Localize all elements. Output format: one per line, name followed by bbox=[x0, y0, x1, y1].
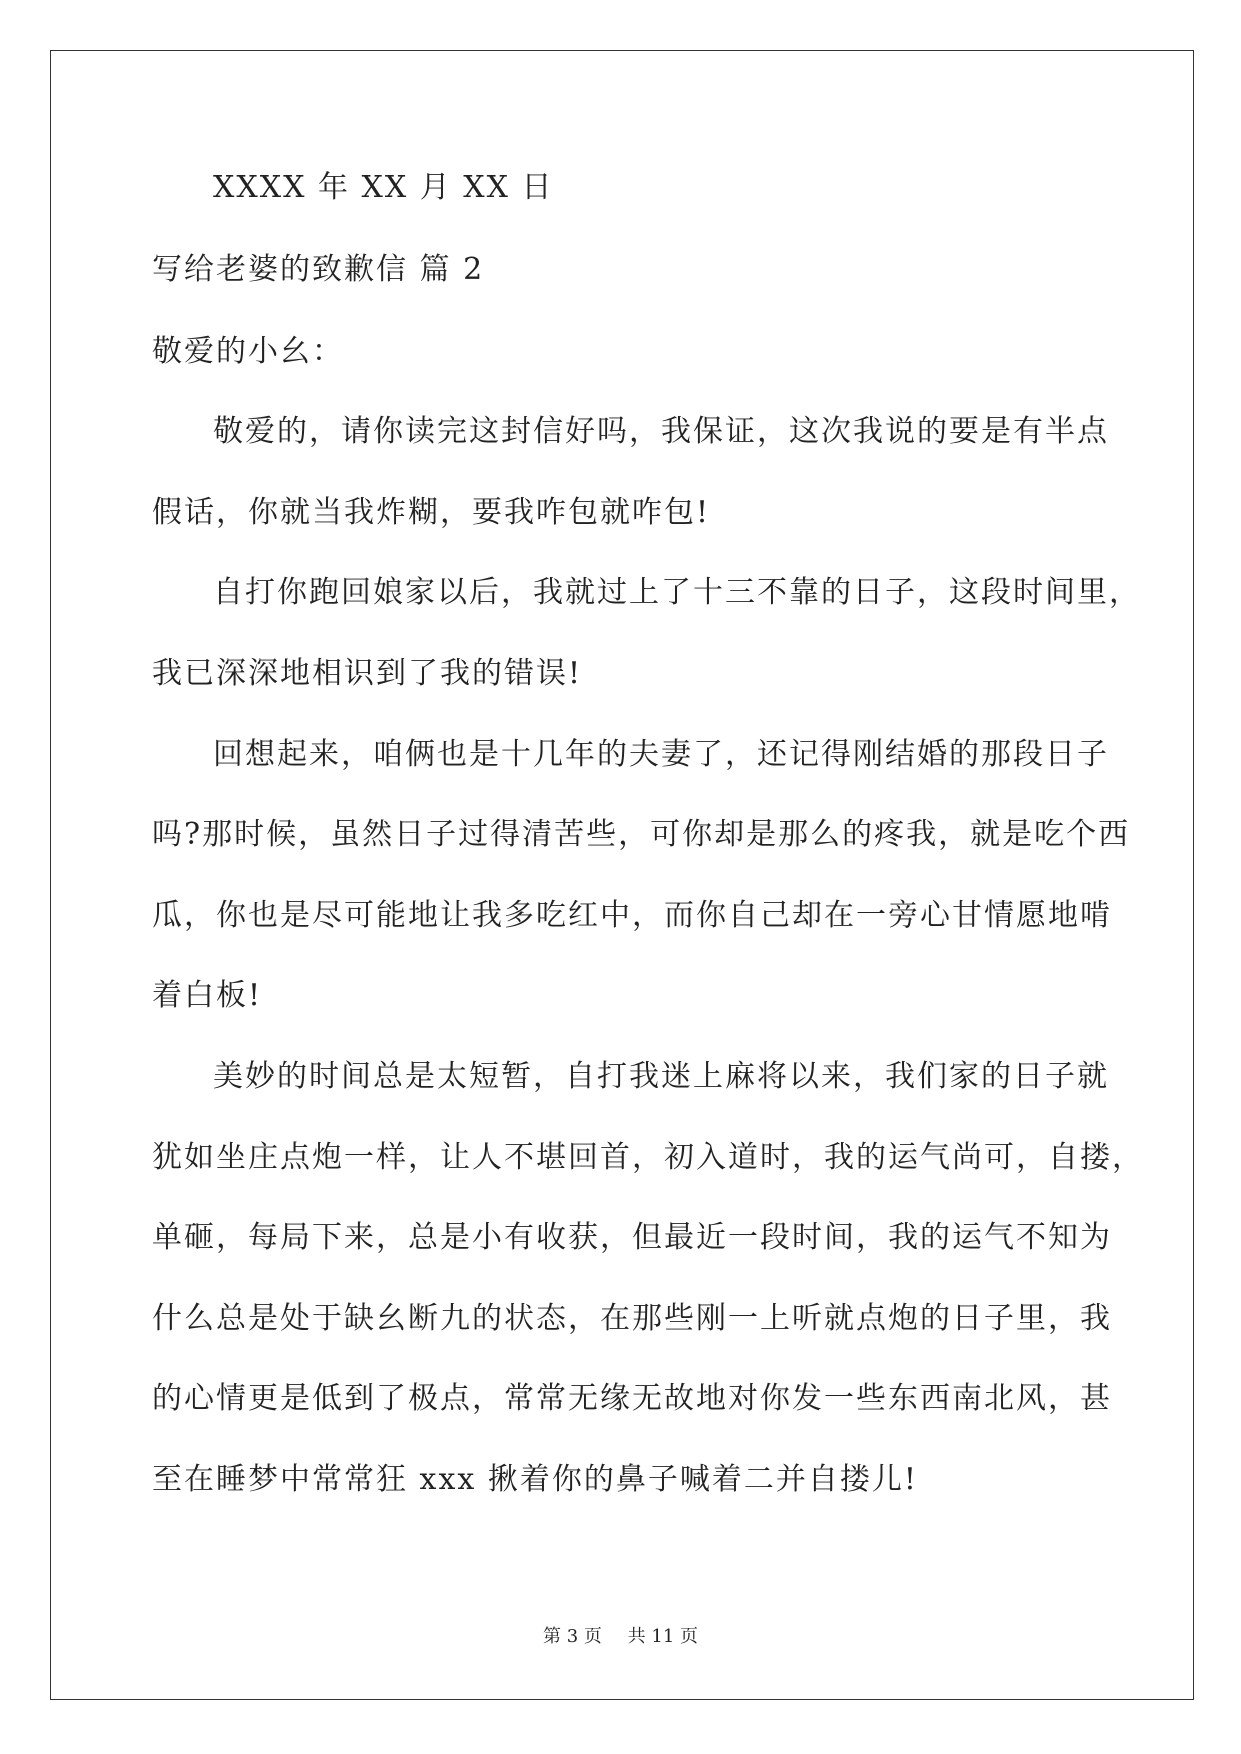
salutation: 敬爱的小幺： bbox=[152, 334, 344, 369]
page-footer bbox=[0, 1625, 1241, 1649]
paragraph-line: 回想起来，咱俩也是十几年的夫妻了，还记得刚结婚的那段日子 bbox=[213, 737, 1109, 772]
paragraph-line: 的心情更是低到了极点，常常无缘无故地对你发一些东西南北风，甚 bbox=[152, 1381, 1112, 1416]
paragraph-line: 美妙的时间总是太短暂，自打我迷上麻将以来，我们家的日子就 bbox=[213, 1059, 1109, 1094]
paragraph-line: 着白板! bbox=[152, 978, 263, 1013]
letter-title: 写给老婆的致歉信 篇 2 bbox=[152, 252, 485, 287]
date-line: XXXX 年 XX 月 XX 日 bbox=[213, 170, 554, 205]
paragraph-line: 至在睡梦中常常狂 xxx 揪着你的鼻子喊着二并自搂儿! bbox=[152, 1462, 918, 1497]
paragraph-line: 吗?那时候，虽然日子过得清苦些，可你却是那么的疼我，就是吃个西 bbox=[152, 817, 1131, 852]
paragraph-line: 自打你跑回娘家以后，我就过上了十三不靠的日子，这段时间里， bbox=[213, 575, 1141, 610]
page-total: 共 11 页 bbox=[627, 1626, 698, 1647]
page-number: 第 3 页 bbox=[543, 1626, 602, 1647]
paragraph-line: 假话，你就当我炸糊，要我咋包就咋包! bbox=[152, 495, 711, 530]
paragraph-line: 什么总是处于缺幺断九的状态，在那些刚一上听就点炮的日子里，我 bbox=[152, 1301, 1112, 1336]
paragraph-line: 单砸，每局下来，总是小有收获，但最近一段时间，我的运气不知为 bbox=[152, 1220, 1112, 1255]
paragraph-line: 我已深深地相识到了我的错误! bbox=[152, 656, 583, 691]
paragraph-line: 敬爱的，请你读完这封信好吗，我保证，这次我说的要是有半点 bbox=[213, 414, 1109, 449]
paragraph-line: 犹如坐庄点炮一样，让人不堪回首，初入道时，我的运气尚可，自搂， bbox=[152, 1140, 1144, 1175]
page-border bbox=[50, 50, 1194, 1700]
paragraph-line: 瓜，你也是尽可能地让我多吃红中，而你自己却在一旁心甘情愿地啃 bbox=[152, 898, 1112, 933]
